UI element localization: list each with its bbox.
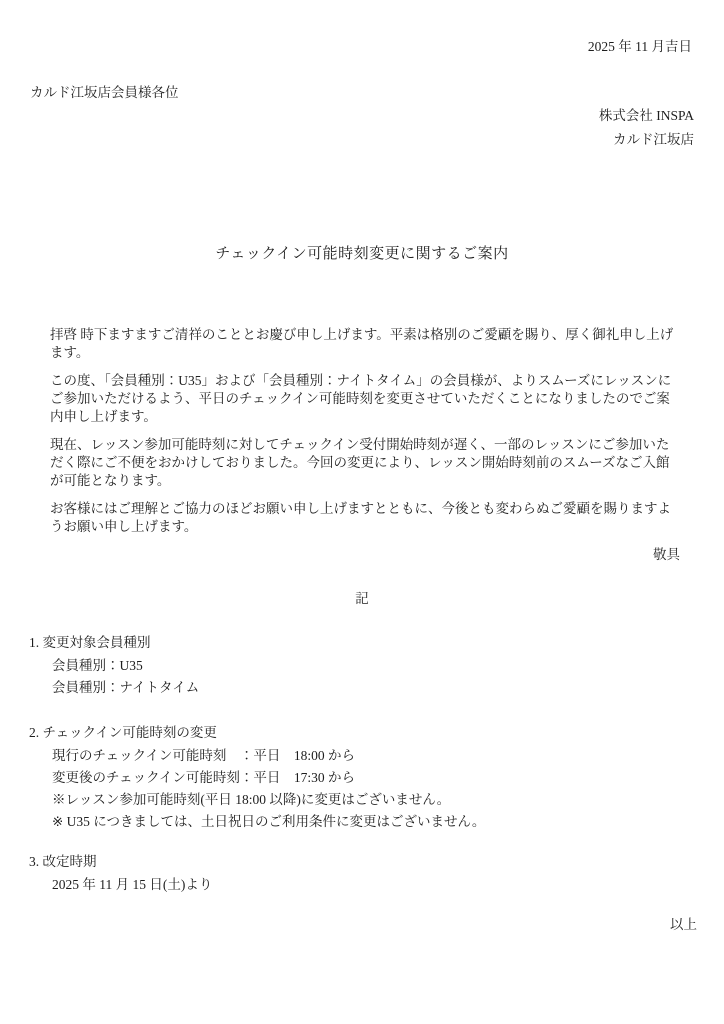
section-effective-date	[29, 853, 724, 896]
record-marker-ki: 記	[355, 591, 369, 606]
section-1-heading: 1. 変更対象会員種別	[29, 635, 151, 650]
paragraph-request: お客様にはご理解とご協力のほどお願い申し上げますとともに、今後とも変わらぬご愛顧を賜りますようお願い申し上げます。	[50, 501, 671, 534]
section-2-line-current-time: 現行のチェックイン可能時刻 ：平日 18:00 から	[52, 748, 356, 763]
section-1-line-nighttime: 会員種別：ナイトタイム	[52, 680, 200, 695]
section-3-line-date: 2025 年 11 月 15 日(土)より	[52, 877, 213, 892]
section-2-note-lesson-time: ※レッスン参加可能時刻(平日 18:00 以降)に変更はございません。	[52, 792, 451, 807]
addressee-line: カルド江坂店会員様各位	[30, 85, 179, 100]
paragraph-greeting: 拝啓 時下ますますご清祥のこととお慶び申し上げます。平素は格別のご愛顧を賜り、厚く御礼申し上げます。	[50, 327, 674, 360]
section-checkin-change	[29, 724, 724, 833]
section-1-line-u35: 会員種別：U35	[52, 658, 143, 673]
paragraph-reason: 現在、レッスン参加可能時刻に対してチェックイン受付開始時刻が遅く、一部のレッスンにご参加いただく際にご不便をおかけしておりました。今回の変更により、レッスン開始時刻前のスムーズなご入館が可能となります。	[50, 437, 670, 488]
end-marker-ijou: 以上	[670, 917, 697, 932]
sender-branch: カルド江坂店	[613, 132, 694, 147]
sender-block	[0, 104, 724, 152]
section-2-note-u35-weekend: ※ U35 につきましては、土日祝日のご利用条件に変更はございません。	[52, 814, 486, 829]
section-2-heading: 2. チェックイン可能時刻の変更	[29, 725, 217, 740]
sender-company: 株式会社 INSPA	[598, 108, 694, 123]
letter-body	[50, 326, 680, 536]
section-3-heading: 3. 改定時期	[29, 854, 97, 869]
section-2-line-new-time: 変更後のチェックイン可能時刻：平日 17:30 から	[52, 770, 356, 785]
paragraph-announcement: この度、「会員種別：U35」および「会員種別：ナイトタイム」の会員様が、よりスムーズにレッスンにご参加いただけるよう、平日のチェックイン可能時刻を変更させていただくことになりましたのでご案内申し上げます。	[50, 373, 672, 424]
section-member-types	[29, 634, 724, 699]
closing-keigu: 敬具	[653, 547, 680, 562]
letter-title: チェックイン可能時刻変更に関するご案内	[215, 246, 509, 262]
letter-date: 2025 年 11 月吉日	[587, 39, 692, 54]
